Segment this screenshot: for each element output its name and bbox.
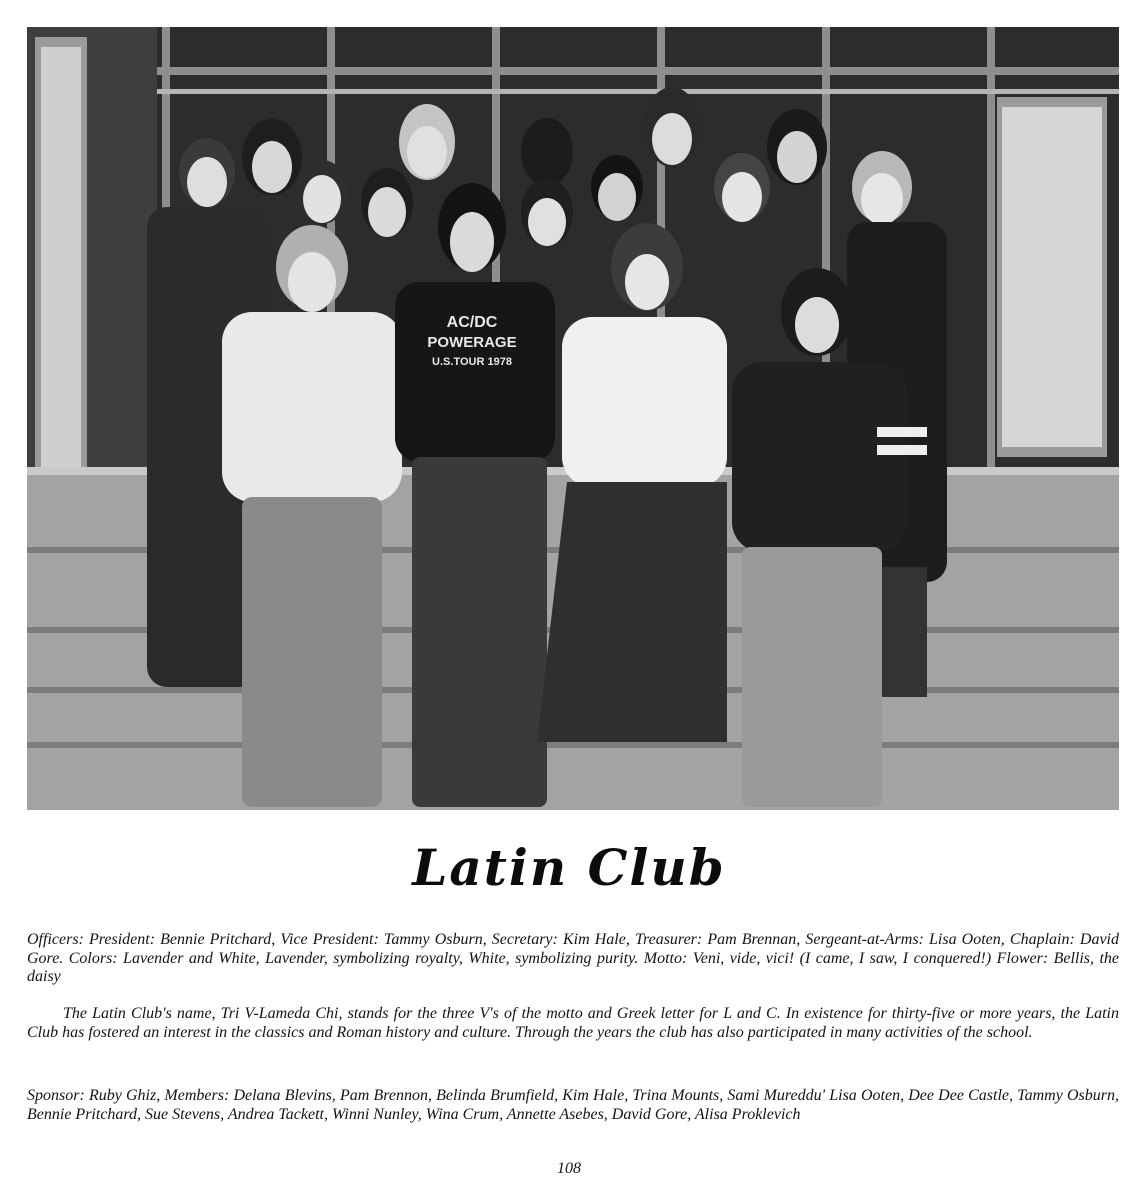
history-paragraph: The Latin Club's name, Tri V-Lameda Chi, stands for the three V's of the motto and Greek letter for L and C. In existence for thirty-five or more years, the Latin Club has fostered an interest in the classics and Roman history and culture. Through the years the club has also participated in many activities of the school. xyxy=(27,1005,1119,1041)
shirt-text-line1: AC/DC xyxy=(446,314,498,331)
group-photo xyxy=(27,27,1119,810)
shirt-text-line3: U.S.TOUR 1978 xyxy=(432,356,512,368)
page-number: 108 xyxy=(557,1160,581,1177)
page-title: Latin Club xyxy=(412,838,726,897)
shirt-text-line2: POWERAGE xyxy=(427,334,517,351)
members-paragraph: Sponsor: Ruby Ghiz, Members: Delana Blevins, Pam Brennon, Belinda Brumfield, Kim Hale, Trina Mounts, Sami Mureddu' Lisa Ooten, Dee Dee Castle, Tammy Osburn, Bennie Pritchard, Sue Stevens, Andrea Tackett, Winni Nunley, Wina Crum, Annette Asebes, David Gore, Alisa Proklevich xyxy=(27,1087,1119,1123)
officers-paragraph: Officers: President: Bennie Pritchard, Vice President: Tammy Osburn, Secretary: Kim Hale, Treasurer: Pam Brennan, Sergeant-at-Arms: Lisa Ooten, Chaplain: David Gore. Colors: Lavender and White, Lavender, symbolizing royalty, White, symbolizing purity. Motto: Veni, vide, vici! (I came, I saw, I conquered!) Flower: Bellis, the daisy xyxy=(27,931,1119,985)
